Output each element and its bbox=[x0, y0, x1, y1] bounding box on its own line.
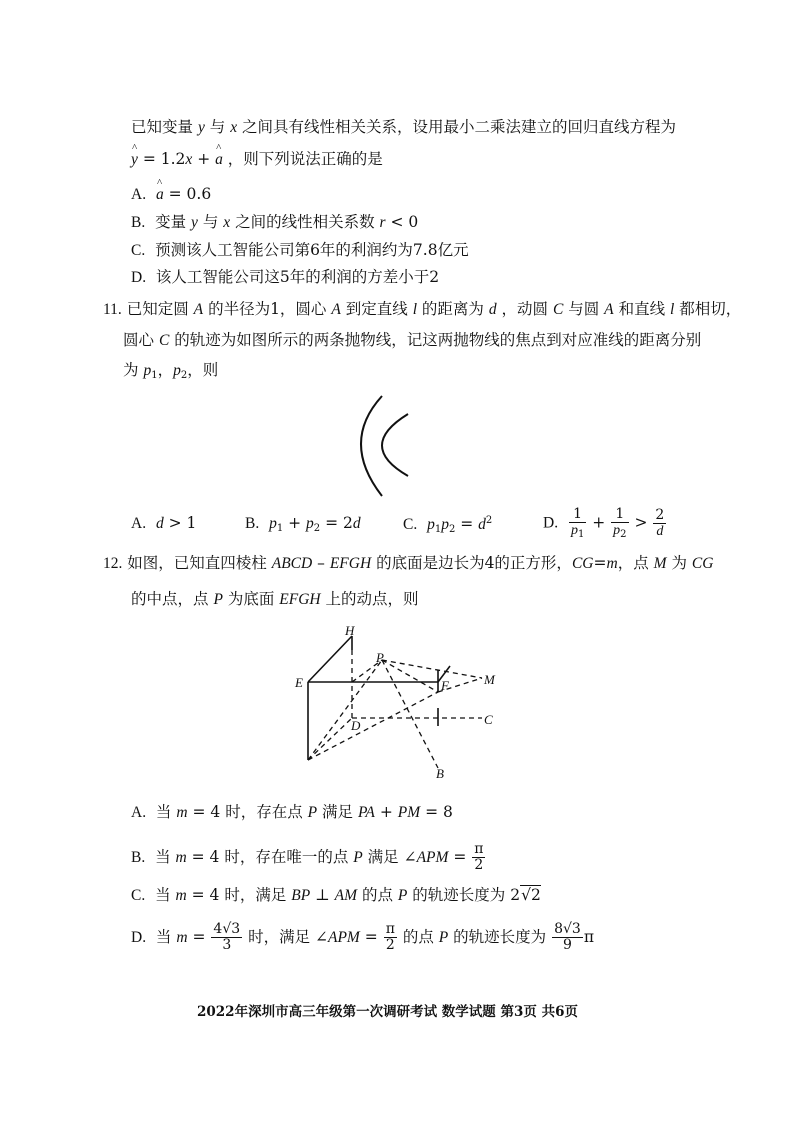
q11-option-c: C. $p_1p_2 = d^2$ bbox=[403, 515, 493, 535]
q12-stem-line2: 的中点，点 P 为底面 EFGH 上的动点，则 bbox=[131, 590, 419, 608]
q11-option-b: B. $p_1 + p_2 = 2d$ bbox=[245, 514, 361, 534]
inner-parabola bbox=[382, 414, 408, 476]
q11-stem-line2: 圆心 C 的轨迹为如图所示的两条抛物线，记这两抛物线的焦点到对应准线的距离分别 bbox=[123, 331, 702, 349]
q10-option-a: A. a ^ = 0.6 bbox=[131, 187, 211, 203]
label-f: F bbox=[441, 678, 449, 693]
q12-option-d: D. 当 m = $\frac{4√3}{3}$ 时，满足 ∠APM = $\frac{\pi}{2}$ 的点 P 的轨迹长度为 $\frac{8√3}{9}$ π bbox=[131, 921, 595, 954]
q10-stem-line2: y ^ = 1.2x + a ^ ，则下列说法正确的是 bbox=[131, 152, 383, 168]
q11-option-d: D. $\frac{1}{p_1}$ + $\frac{1}{p_2}$ > $\frac{2}{d}$ bbox=[543, 506, 665, 541]
prism-figure bbox=[290, 620, 520, 785]
label-d: D bbox=[351, 718, 361, 733]
q11-stem-line3: 为 $p_1$，$p_2$，则 bbox=[123, 361, 219, 381]
q10-stem-line1: 已知变量 y 与 x 之间具有线性相关关系，设用最小二乘法建立的回归直线方程为 bbox=[131, 118, 677, 136]
label-m: M bbox=[484, 672, 495, 687]
outer-parabola bbox=[361, 396, 382, 496]
label-p: P bbox=[376, 650, 384, 665]
q11-option-a: A. d > 1 bbox=[131, 514, 197, 532]
q12-option-a: A. 当 m = 4 时，存在点 P 满足 PA + PM = 8 bbox=[131, 803, 453, 821]
label-b: B bbox=[436, 766, 444, 781]
q12-option-b: B. 当 m = 4 时，存在唯一的点 P 满足 ∠APM = $\frac{\pi}{2}$ bbox=[131, 841, 484, 874]
q11-stem-line1: 11. 已知定圆 A 的半径为1，圆心 A 到定直线 l 的距离为 d ，动圆 C 与圆 A 和直线 l 都相切， bbox=[103, 300, 742, 318]
page-footer: 2022年深圳市高三年级第一次调研考试 数学试题 第3页 共6页 bbox=[197, 1004, 578, 1020]
q10-option-c: C. 预测该人工智能公司第6年的利润约为7.8亿元 bbox=[131, 241, 469, 259]
two-parabolas-figure bbox=[340, 392, 430, 502]
q12-stem-line1: 12. 如图，已知直四棱柱 ABCD – EFGH 的底面是边长为4的正方形，CG=m，点 M 为 CG bbox=[103, 554, 714, 572]
label-c: C bbox=[484, 712, 493, 727]
q10-option-d: D. 该人工智能公司这5年的利润的方差小于2 bbox=[131, 268, 440, 286]
q10-option-b: B. 变量 y 与 x 之间的线性相关系数 r < 0 bbox=[131, 213, 419, 231]
label-e: E bbox=[295, 675, 303, 690]
label-h: H bbox=[345, 623, 355, 638]
q12-option-c: C. 当 m = 4 时，满足 BP ⊥ AM 的点 P 的轨迹长度为 2√2 bbox=[131, 886, 541, 904]
